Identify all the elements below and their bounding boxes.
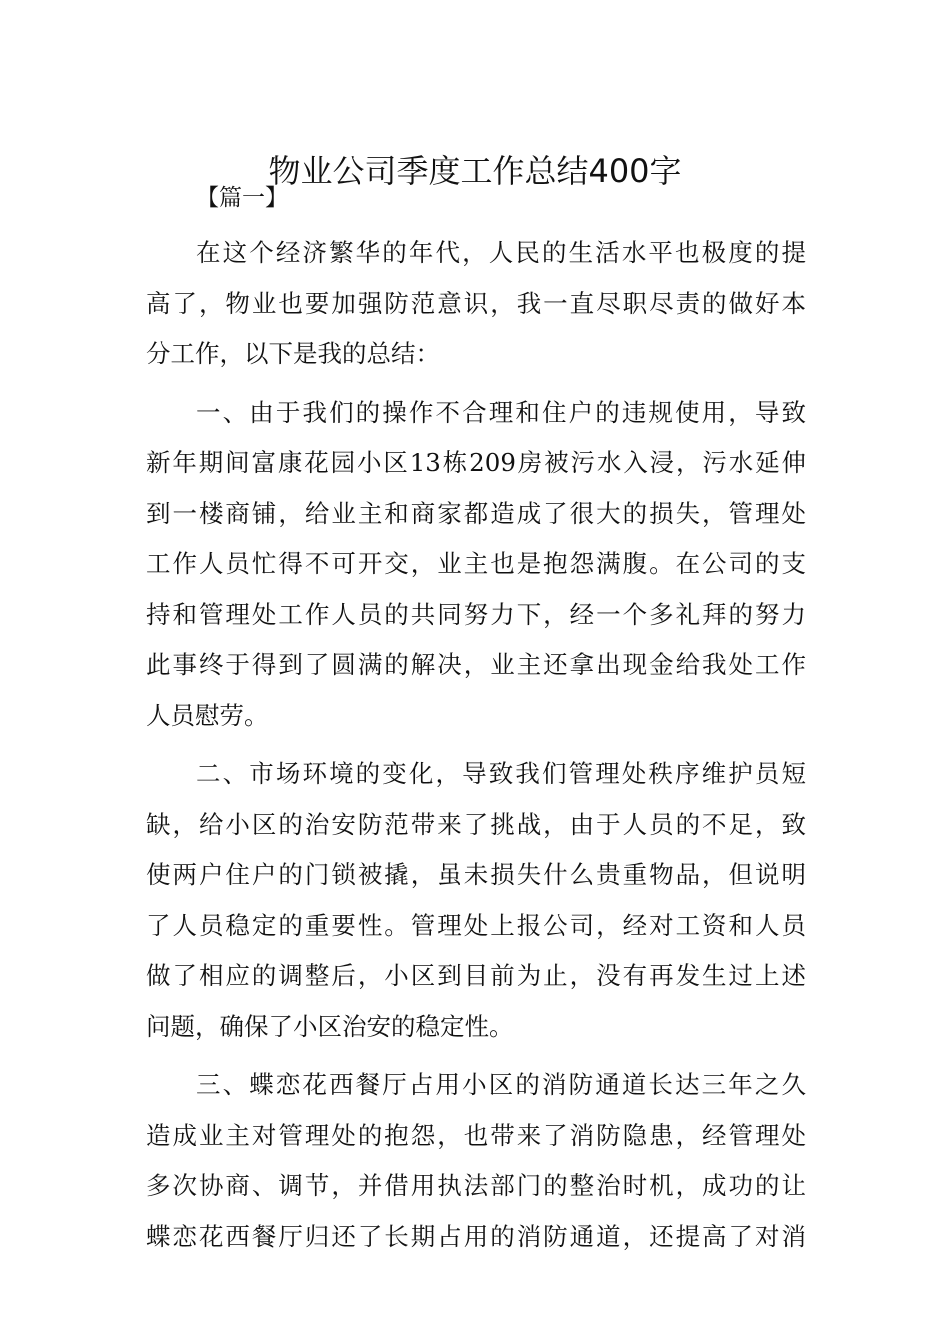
text-line: 造成业主对管理处的抱怨，也带来了消防隐患，经管理处 — [146, 1120, 806, 1150]
paragraph-2 — [146, 388, 806, 742]
text-line: 分工作，以下是我的总结： — [146, 339, 440, 368]
text-line: 了人员稳定的重要性。管理处上报公司，经对工资和人员 — [146, 910, 806, 940]
text-line: 一、由于我们的操作不合理和住户的违规使用，导致 — [196, 397, 806, 427]
text-line: 高了，物业也要加强防范意识，我一直尽职尽责的做好本 — [146, 288, 806, 318]
text-line: 三、蝶恋花西餐厅占用小区的消防通道长达三年之久 — [196, 1070, 806, 1099]
text-line: 二、市场环境的变化，导致我们管理处秩序维护员短 — [196, 759, 806, 788]
document-body — [146, 228, 806, 1262]
paragraph-3 — [146, 749, 806, 1052]
paragraph-gap — [146, 741, 806, 749]
paragraph-1 — [146, 228, 806, 380]
text-line: 在这个经济繁华的年代，人民的生活水平也极度的提 — [196, 238, 806, 267]
text-line: 持和管理处工作人员的共同努力下，经一个多礼拜的努力 — [146, 599, 806, 629]
text-line: 到一楼商铺，给业主和商家都造成了很大的损失，管理处 — [146, 498, 806, 528]
text-line: 新年期间富康花园小区13栋209房被污水入浸，污水延伸 — [146, 448, 806, 477]
text-line: 做了相应的调整后，小区到目前为止，没有再发生过上述 — [146, 961, 806, 990]
text-line: 人员慰劳。 — [146, 700, 269, 730]
paragraph-gap — [146, 380, 806, 388]
text-line: 此事终于得到了圆满的解决，业主还拿出现金给我处工作 — [146, 650, 806, 679]
text-line: 多次协商、调节，并借用执法部门的整治时机，成功的让 — [146, 1171, 806, 1200]
text-line: 蝶恋花西餐厅归还了长期占用的消防通道，还提高了对消 — [146, 1221, 806, 1251]
paragraph-4 — [146, 1060, 806, 1262]
text-line: 缺，给小区的治安防范带来了挑战，由于人员的不足，致 — [146, 809, 806, 839]
section-label: 【篇一】 — [196, 185, 288, 211]
paragraph-gap — [146, 1052, 806, 1060]
text-line: 问题，确保了小区治安的稳定性。 — [146, 1011, 514, 1041]
document-title: 物业公司季度工作总结400字 — [268, 152, 682, 191]
text-line: 工作人员忙得不可开交，业主也是抱怨满腹。在公司的支 — [146, 549, 806, 578]
text-line: 使两户住户的门锁被撬，虽未损失什么贵重物品，但说明 — [146, 860, 806, 889]
